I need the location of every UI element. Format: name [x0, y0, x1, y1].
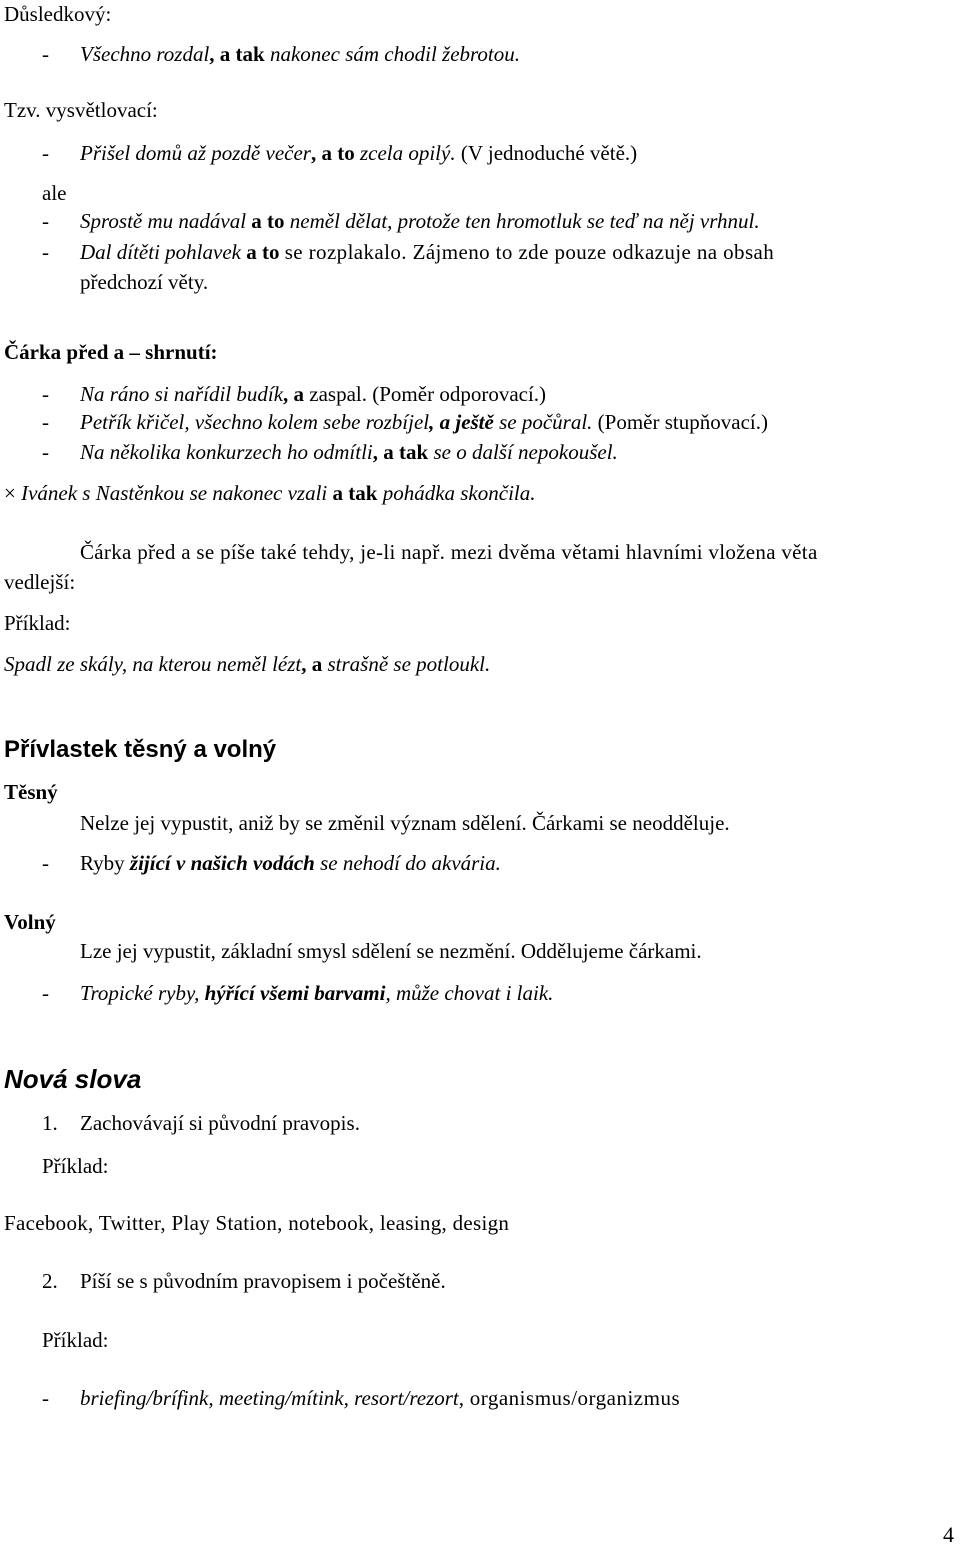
dash: -: [42, 440, 49, 464]
example-dusledkovy-1: -: [42, 42, 49, 66]
dash: -: [42, 209, 49, 233]
example-label-1: Příklad:: [42, 1154, 109, 1178]
list-number-1: 1.: [42, 1111, 58, 1135]
example-volny: Tropické ryby, hýřící všemi barvami, může chovat i laik.: [80, 981, 554, 1005]
note-line-2: vedlejší:: [4, 570, 76, 594]
words-list-1: Facebook, Twitter, Play Station, notebook, leasing, design: [4, 1211, 510, 1235]
list-item-1: Zachovávají si původní pravopis.: [80, 1111, 360, 1135]
word-ale: ale: [42, 181, 67, 205]
heading-privlastek: Přívlastek těsný a volný: [4, 736, 277, 763]
list-item-2: Píší se s původním pravopisem i počeštěně.: [80, 1269, 446, 1293]
label-vysvetlovaci: Tzv. vysvětlovací:: [4, 98, 158, 122]
example-tesny: Ryby žijící v našich vodách se nehodí do akvária.: [80, 851, 501, 875]
label-volny: Volný: [4, 910, 56, 934]
cross-icon: ×: [4, 481, 16, 505]
example-spadl: Spadl ze skály, na kterou neměl lézt, a strašně se potloukl.: [4, 652, 491, 676]
example-wrong: × Ivánek s Nastěnkou se nakonec vzali a tak pohádka skončila.: [4, 481, 536, 505]
words-list-2: briefing/brífink, meeting/mítink, resort/rezort, organismus/organizmus: [80, 1386, 681, 1410]
desc-tesny: Nelze jej vypustit, aniž by se změnil význam sdělení. Čárkami se neodděluje.: [80, 811, 730, 835]
dash: -: [42, 851, 49, 875]
heading-carka-shrnuti: Čárka před a – shrnutí:: [4, 340, 218, 364]
example-label: Příklad:: [4, 611, 71, 635]
label-tesny: Těsný: [4, 780, 58, 804]
dash: -: [42, 240, 49, 264]
example-shrnuti-2: Petřík křičel, všechno kolem sebe rozbíjel, a ještě se počůral. (Poměr stupňovací.): [80, 410, 768, 434]
example-shrnuti-1: Na ráno si nařídil budík, a zaspal. (Poměr odporovací.): [80, 382, 547, 406]
note-line-1: Čárka před a se píše také tehdy, je-li např. mezi dvěma větami hlavními vložena věta: [80, 540, 818, 564]
list-number-2: 2.: [42, 1269, 58, 1293]
example-vysvetlovaci-2: Sprostě mu nadával a to neměl dělat, protože ten hromotluk se teď na něj vrhnul.: [80, 209, 760, 233]
page-number: 4: [943, 1522, 954, 1547]
desc-volny: Lze jej vypustit, základní smysl sdělení se nezmění. Oddělujeme čárkami.: [80, 939, 702, 963]
example-vysvetlovaci-3-cont: předchozí věty.: [80, 270, 209, 294]
dash: -: [42, 382, 49, 406]
example-vysvetlovaci-1: Přišel domů až pozdě večer, a to zcela opilý. (V jednoduché větě.): [80, 141, 638, 165]
label-dusledkovy: Důsledkový:: [4, 2, 112, 26]
example-label-2: Příklad:: [42, 1328, 109, 1352]
example-vysvetlovaci-3: Dal dítěti pohlavek a to se rozplakalo. Zájmeno to zde pouze odkazuje na obsah: [80, 240, 775, 264]
dash: -: [42, 981, 49, 1005]
example-shrnuti-3: Na několika konkurzech ho odmítli, a tak se o další nepokoušel.: [80, 440, 618, 464]
dash: -: [42, 1386, 49, 1410]
dash: -: [42, 141, 49, 165]
dash: -: [42, 410, 49, 434]
example-dusledkovy-1-text: Všechno rozdal, a tak nakonec sám chodil žebrotou.: [80, 42, 520, 66]
heading-nova-slova: Nová slova: [4, 1064, 142, 1094]
